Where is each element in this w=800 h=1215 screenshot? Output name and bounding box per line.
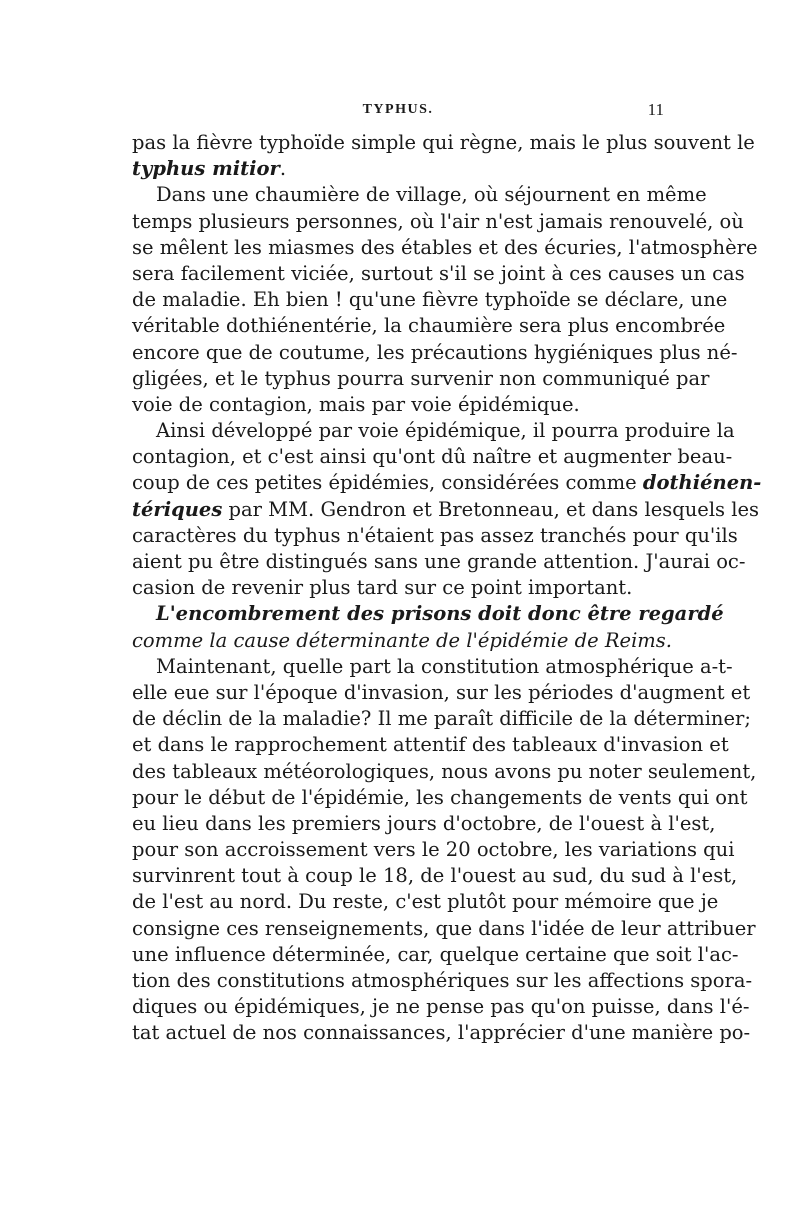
text-line [132,889,719,915]
text-line [132,497,760,523]
text-line [132,549,746,575]
text-line [132,811,716,837]
text-line [132,654,733,680]
text-line [132,340,738,366]
page-number: 11 [647,100,664,119]
text-run: pour le début de l'épidémie, les changements de vents qui ont [132,785,748,809]
text-line [132,863,738,889]
text-run: survinrent tout à coup le 18, de l'ouest au sud, du sud à l'est, [132,864,738,888]
text-line [132,706,751,732]
text-line [132,523,738,549]
text-run: par MM. Gendron et Bretonneau, et dans lesquels les [222,497,760,521]
text-run: aient pu être distingués sans une grande attention. J'aurai oc- [132,550,746,573]
text-run: voie de contagion, mais par voie épidémique. [132,392,580,416]
text-line [132,287,728,313]
emphasized-text: comme la cause déterminante de l'épidémie de Reims. [132,628,673,652]
body-text [132,130,762,1047]
text-line [132,601,724,627]
running-title: TYPHUS. [362,102,434,117]
text-line [132,366,710,392]
text-run: de l'est au nord. Du reste, c'est plutôt pour mémoire que je [132,890,719,914]
text-line [132,837,735,863]
text-run: elle eue sur l'époque d'invasion, sur les périodes d'augment et [132,680,751,704]
text-run: une influence déterminée, car, quelque certaine que soit l'ac- [132,942,739,966]
text-line [132,759,757,785]
text-line [132,994,750,1020]
text-run: coup de ces petites épidémies, considérées comme [132,471,643,495]
text-line [132,470,762,496]
text-line [132,785,748,811]
text-run: Ainsi développé par voie épidémique, il pourra produire la [156,419,735,443]
text-run: pas la fièvre typhoïde simple qui règne, mais le plus souvent le [132,131,755,154]
text-run: des tableaux météorologiques, nous avons pu noter seulement, [132,759,757,783]
running-header [132,100,664,124]
text-line [132,261,745,287]
text-line [132,942,739,968]
text-line [132,575,668,601]
text-line [132,313,726,339]
text-line [132,182,707,208]
text-line [132,628,673,654]
text-line [132,392,668,418]
emphasized-text: typhus mitior [132,157,280,181]
emphasized-text: tériques [132,497,223,521]
text-line [132,968,753,994]
text-run: sera facilement viciée, surtout s'il se joint à ces causes un cas [132,261,745,285]
text-line [132,418,735,444]
emphasized-text: dothiénen- [642,471,762,495]
text-run: temps plusieurs personnes, où l'air n'est jamais renouvelé, où [132,209,744,233]
text-run: . [279,157,287,181]
text-run: de maladie. Eh bien ! qu'une fièvre typhoïde se déclare, une [132,288,728,312]
text-line [132,444,733,470]
text-line [132,916,756,942]
text-line [132,680,751,706]
text-run: pour son accroissement vers le 20 octobre, les variations qui [132,838,735,862]
text-run: casion de revenir plus tard sur ce point important. [132,576,633,600]
text-run: consigne ces renseignements, que dans l'idée de leur attribuer [132,916,756,940]
text-run: Dans une chaumière de village, où séjournent en même [156,183,707,207]
text-run: se mêlent les miasmes des étables et des écuries, l'atmosphère [132,235,758,259]
text-run: et dans le rapprochement attentif des tableaux d'invasion et [132,733,729,757]
text-run: véritable dothiénentérie, la chaumière sera plus encombrée [132,314,726,338]
text-line [132,156,668,182]
text-run: encore que de coutume, les précautions hygiéniques plus né- [132,340,738,364]
text-run: contagion, et c'est ainsi qu'ont dû naître et augmenter beau- [132,445,733,469]
text-run: eu lieu dans les premiers jours d'octobre, de l'ouest à l'est, [132,811,716,835]
text-run: diques ou épidémiques, je ne pense pas qu'on puisse, dans l'é- [132,995,750,1019]
text-line [132,732,729,758]
text-run: de déclin de la maladie? Il me paraît difficile de la déterminer; [132,707,751,731]
text-run: tat actuel de nos connaissances, l'apprécier d'une manière po- [132,1021,751,1045]
text-run: Maintenant, quelle part la constitution atmosphérique a-t- [156,654,733,678]
text-line [132,1020,751,1046]
text-run: caractères du typhus n'étaient pas assez tranchés pour qu'ils [132,523,738,547]
text-line [132,235,758,261]
text-run: gligées, et le typhus pourra survenir non communiqué par [132,366,710,390]
text-line [132,130,755,156]
text-run: tion des constitutions atmosphériques sur les affections spora- [132,969,753,992]
text-line [132,209,744,235]
emphasized-text: L'encombrement des prisons doit donc être regardé [156,602,724,626]
